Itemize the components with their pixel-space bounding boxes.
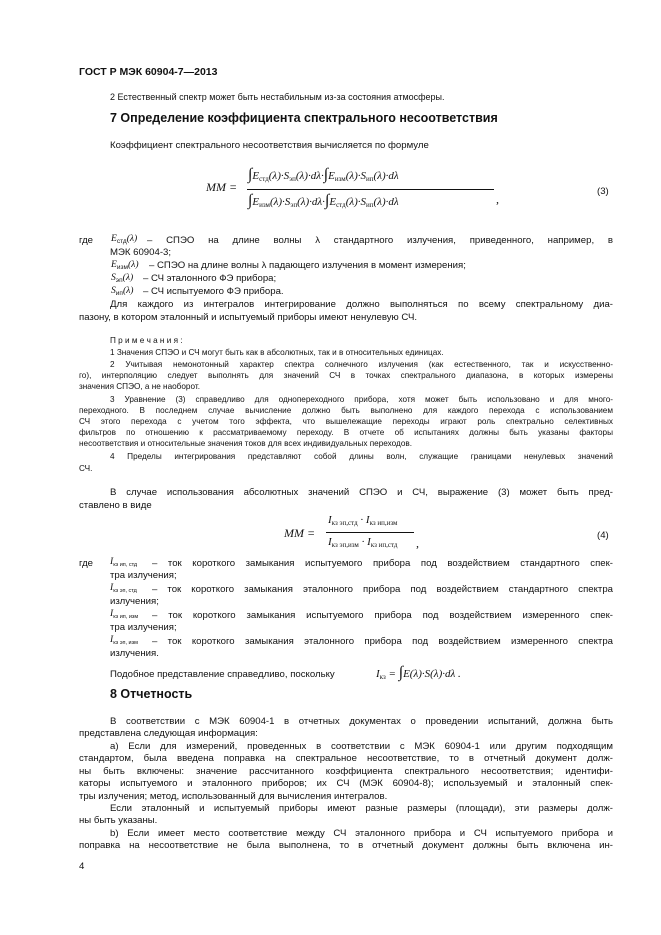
document-header: ГОСТ Р МЭК 60904-7—2013 — [79, 66, 218, 78]
page-number: 4 — [79, 861, 85, 872]
note-natural-spectrum: 2 Естественный спектр может быть нестабильным из-за состояния атмосферы. — [110, 92, 445, 102]
def2-1-cont: тра излучения; — [110, 570, 177, 581]
formula-intro: Коэффициент спектрального несоответствия вычисляется по формуле — [110, 140, 429, 151]
note-3-line2: переходного. В последнем случае вычисление должно быть выполнено для каждого перехода с использованием — [79, 406, 613, 415]
def-S-ep-symbol: $S_{эп}(\lambda)$ — [111, 272, 134, 284]
def-E-std-cont: МЭК 60904-3; — [110, 247, 172, 258]
abs-intro-line2: ставлено в виде — [79, 500, 152, 511]
note-2-line1: 2 Учитывая немонотонный характер спектра солнечного излучения (как естественного, так и искусственно- — [110, 360, 613, 369]
def2-3-cont: тра излучения; — [110, 622, 177, 633]
abs-intro-line1: В случае использования абсолютных значений СПЭО и СЧ, выражение (3) может быть пред- — [110, 487, 613, 498]
equation-3-number: (3) — [597, 186, 609, 197]
isc-integral: $I_{кз} = \int E(\lambda)\cdot S(\lambda)\cdot d\lambda$ . — [376, 664, 461, 681]
note-3-line1: 3 Уравнение (3) справедливо для однопереходного прибора, хотя может быть использовано и для много- — [110, 395, 613, 404]
s8-line-2: представлена следующая информация: — [79, 728, 258, 739]
where-label-2: где — [79, 558, 94, 569]
def2-4-cont: излучения. — [110, 648, 159, 659]
integral-note-line1: Для каждого из интегралов интегрирование должно выполняться по всему спектральному диа- — [110, 299, 613, 310]
s8-line-11: поправка на несоответствие не была выполнена, то в отчетный документ должны быть включена ин- — [79, 840, 613, 851]
def2-1: – ток короткого замыкания испытуемого прибора под воздействием стандартного спек- — [152, 558, 613, 569]
s8-line-4: стандартом, была введена поправка на спектральное несоответствие, то в отчетный документ долж- — [79, 753, 613, 764]
note-3-line5: несоответствия и относительные значения токов для всех индивидуальных переходов. — [79, 439, 412, 448]
s8-line-10: b) Если имеет место соответствие между СЧ эталонного прибора и СЧ испытуемого прибора и — [110, 828, 613, 839]
equation-4-number: (4) — [597, 530, 609, 541]
note-3-line4: фильтров по отношению к рассматриваемому переходу. В отчете об испытаниях должны быть указаны факторы — [79, 428, 613, 437]
notes-title: П р и м е ч а н и я : — [110, 336, 183, 345]
def-E-std: – СПЭО на длине волны λ стандартного излучения, приведенного, например, в — [147, 235, 613, 246]
s8-line-5: ны быть включены: значение рассчитанного коэффициента спектрального несоответствия; идентифи- — [79, 766, 613, 777]
s8-line-8: Если эталонный и испытуемый приборы имеют разные размеры (площади), эти размеры долж- — [110, 803, 613, 814]
note-4-line2: СЧ. — [79, 464, 93, 473]
def2-2-symbol: $I_{кз эп, стд}$ — [110, 582, 137, 594]
def-E-std-symbol: $E_{стд}(\lambda)$ — [111, 233, 138, 245]
s8-line-6: каторы испытуемого и эталонного приборов; их СЧ (МЭК 60904-8); используемый и эталонный спек- — [79, 778, 613, 789]
note-2-line2: го), интерполяцию следует выполнять для значений СЧ в точках спектрального диапазона, в которых измерены — [79, 371, 613, 380]
def-E-izm-symbol: $E_{изм}(\lambda)$ — [111, 259, 139, 271]
section-8-title: 8 Отчетность — [110, 687, 193, 701]
def2-3-symbol: $I_{кз ип, изм}$ — [110, 608, 139, 620]
note-2-line3: значения СПЭО, а не наоборот. — [79, 382, 200, 391]
def-S-ip-symbol: $S_{ип}(\lambda)$ — [111, 285, 134, 297]
note-4-line1: 4 Пределы интегрирования представляют собой длины волн, служащие границами ненулевых значений — [110, 452, 613, 461]
section-7-title: 7 Определение коэффициента спектрального несоответствия — [110, 111, 498, 125]
def-E-izm: – СПЭО на длине волны λ падающего излучения в момент измерения; — [149, 260, 466, 271]
s8-line-9: ны быть указаны. — [79, 815, 158, 826]
def-S-ip: – СЧ испытуемого ФЭ прибора. — [143, 286, 284, 297]
s8-line-1: В соответствии с МЭК 60904-1 в отчетных документах о проведении испытаний, должна быть — [110, 716, 613, 727]
def2-4-symbol: $I_{кз эп, изм}$ — [110, 634, 138, 646]
def2-2-cont: излучения; — [110, 596, 159, 607]
where-label: где — [79, 235, 94, 246]
s8-line-3: а) Если для измерений, проведенных в соответствии с МЭК 60904-1 или другим подходящим — [110, 741, 613, 752]
def2-1-symbol: $I_{кз ип, стд}$ — [110, 556, 138, 568]
def-S-ep: – СЧ эталонного ФЭ прибора; — [143, 273, 277, 284]
def2-4: – ток короткого замыкания эталонного прибора под воздействием измеренного спектра — [152, 636, 613, 647]
integral-note-line2: пазону, в котором эталонный и испытуемый приборы имеют ненулевую СЧ. — [79, 312, 418, 323]
s8-line-7: тры излучения; метод, использованный для вычисления интегралов. — [79, 791, 388, 802]
def2-3: – ток короткого замыкания испытуемого прибора под воздействием измеренного спек- — [152, 610, 613, 621]
note-3-line3: СЧ этого перехода с учетом того эффекта, что вышележащие переходы играют роль спектрально селективных — [79, 417, 613, 426]
similar-text: Подобное представление справедливо, поскольку — [110, 669, 335, 680]
note-1: 1 Значения СПЭО и СЧ могут быть как в абсолютных, так и в относительных единицах. — [110, 348, 444, 357]
def2-2: – ток короткого замыкания эталонного прибора под воздействием стандартного спектра — [152, 584, 613, 595]
